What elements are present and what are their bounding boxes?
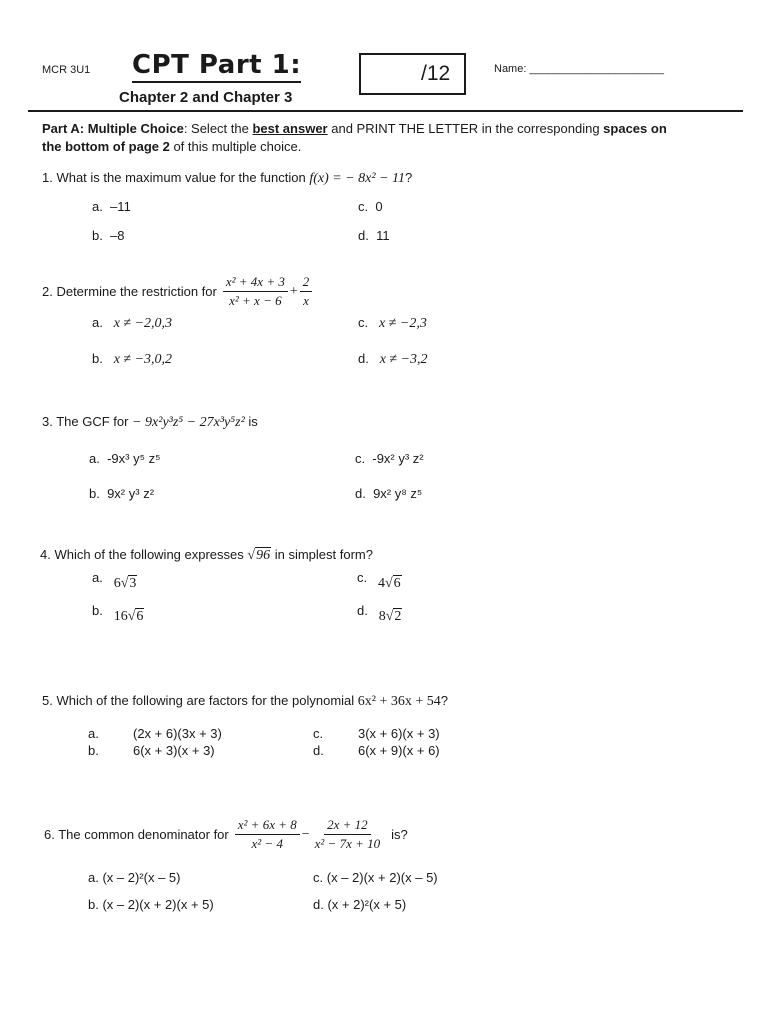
option-4d[interactable]: d. 8√2 (357, 603, 402, 624)
question-5-expression: 6x² + 36x + 54 (357, 694, 441, 709)
question-5: 5. Which of the following are factors for the polynomial 6x² + 36x + 54? (42, 693, 449, 709)
option-1a[interactable]: a. –11 (92, 199, 131, 214)
option-1d[interactable]: d. 11 (358, 228, 390, 243)
question-2-fraction-2: $\frac{2}{x}$ (300, 274, 313, 309)
question-1-expression: f(x) = − 8x² − 11 (309, 171, 406, 186)
option-2b[interactable]: b. x ≠ −3,0,2 (92, 351, 173, 367)
option-6b[interactable]: b. (x – 2)(x + 2)(x + 5) (88, 897, 214, 912)
option-2c[interactable]: c. x ≠ −2,3 (358, 315, 427, 331)
page-subtitle: Chapter 2 and Chapter 3 (119, 89, 293, 106)
score-box (359, 53, 466, 95)
question-6-fraction-1: $\frac{\text{x² + 6x + 8}}{\text{x² − 4}}$ (235, 817, 300, 852)
option-5b[interactable]: b. 6(x + 3)(x + 3) (88, 743, 215, 758)
option-6a[interactable]: a. (x – 2)²(x – 5) (88, 870, 181, 885)
question-6: 6. The common denominator for $\frac{\text{x² + 6x + 8}}{\text{x² − 4}}$ − $\frac{2x + 12}{\text{x² − 7x + 10}}$ is? (44, 817, 408, 851)
option-1b[interactable]: b. –8 (92, 228, 125, 243)
page-title: CPT Part 1: (132, 50, 301, 80)
course-code: MCR 3U1 (42, 64, 91, 76)
instructions-line-2: the bottom of page 2 of this multiple choice. (42, 139, 302, 154)
option-3a[interactable]: a. -9x³ y⁵ z⁵ (89, 451, 161, 466)
option-2d[interactable]: d. x ≠ −3,2 (358, 351, 428, 367)
option-5a[interactable]: a. (2x + 6)(3x + 3) (88, 726, 222, 741)
option-4b[interactable]: b. 16√6 (92, 603, 144, 624)
question-3-expression: − 9x²y³z⁵ − 27x³y⁵z² (132, 415, 245, 430)
option-1c[interactable]: c. 0 (358, 199, 383, 214)
question-1: 1. What is the maximum value for the function f(x) = − 8x² − 11? (42, 170, 413, 186)
option-3c[interactable]: c. -9x² y³ z² (355, 451, 424, 466)
question-6-fraction-2: $\frac{2x + 12}{\text{x² − 7x + 10}}$ (314, 817, 381, 851)
score-total: /12 (421, 62, 451, 85)
question-4-radical: √96 (247, 548, 271, 563)
option-6d[interactable]: d. (x + 2)²(x + 5) (313, 897, 407, 912)
question-3: 3. The GCF for − 9x²y³z⁵ − 27x³y⁵z² is (42, 414, 258, 430)
question-2: 2. Determine the restriction for $\frac{\text{x² + 4x + 3}}{\text{x² + x − 6}}$ + $\frac{2}{x}$ (42, 274, 314, 309)
option-5c[interactable]: c. 3(x + 6)(x + 3) (313, 726, 440, 741)
question-2-fraction-1: $\frac{\text{x² + 4x + 3}}{\text{x² + x − 6}}$ (223, 274, 288, 309)
instructions-line-1: Part A: Multiple Choice: Select the best answer and PRINT THE LETTER in the corresponding spaces on (42, 121, 667, 136)
option-3d[interactable]: d. 9x² y⁸ z⁵ (355, 486, 423, 501)
option-4a[interactable]: a. 6√3 (92, 570, 137, 591)
option-4c[interactable]: c. 4√6 (357, 570, 401, 591)
question-4: 4. Which of the following expresses √96 in simplest form? (40, 547, 373, 563)
option-2a[interactable]: a. x ≠ −2,0,3 (92, 315, 173, 331)
option-5d[interactable]: d. 6(x + 9)(x + 6) (313, 743, 440, 758)
option-3b[interactable]: b. 9x² y³ z² (89, 486, 155, 501)
header-divider (28, 110, 743, 112)
name-field[interactable]: Name: ______________________ (494, 63, 665, 75)
option-6c[interactable]: c. (x – 2)(x + 2)(x – 5) (313, 870, 438, 885)
